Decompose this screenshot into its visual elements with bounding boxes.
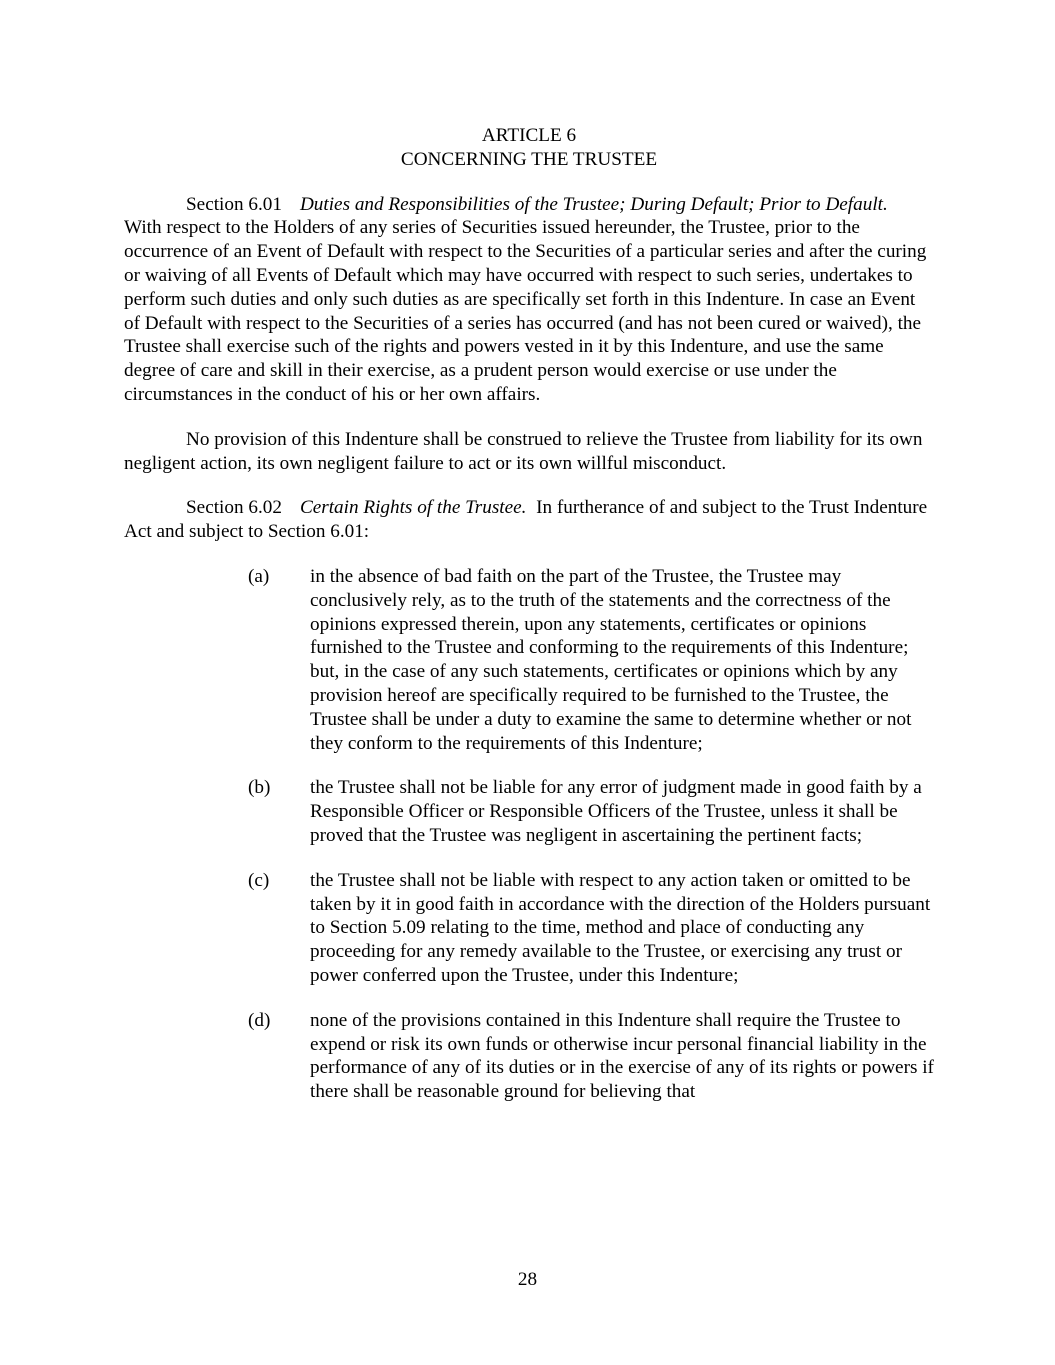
list-item-text: the Trustee shall not be liable for any error of judgment made in good faith by a Responsible Officer or Responsible Officers of the Trustee, unless it shall be proved that the Trustee was negligent in ascertaining the pertinent facts; <box>310 777 922 846</box>
page-number: 28 <box>517 1269 538 1290</box>
list-item-b <box>248 776 934 847</box>
section-6-01-title: Duties and Responsibilities of the Trustee; During Default; Prior to Default. <box>299 193 888 215</box>
document-page <box>124 124 934 1125</box>
section-6-02-title: Certain Rights of the Trustee. <box>299 497 527 519</box>
section-6-02-number: Section 6.02 <box>186 497 282 519</box>
section-6-01-paragraph-2: No provision of this Indenture shall be construed to relieve the Trustee from liability for its own negligent action, its own negligent failure to act or its own willful misconduct. <box>124 428 923 474</box>
list-item-d <box>248 1009 934 1104</box>
list-item-a <box>248 565 934 755</box>
list-item-label: (a) <box>248 565 270 587</box>
list-item-text: the Trustee shall not be liable with respect to any action taken or omitted to be taken by it in good faith in accordance with the direction of the Holders pursuant to Section 5.09 relating to the time, method and place of conducting any proceeding for any remedy available to the Trustee, or exercising any trust or power conferred upon the Trustee, under this Indenture; <box>310 869 931 986</box>
list-item-label: (d) <box>248 1009 271 1031</box>
article-heading <box>124 124 934 172</box>
list-item-c <box>248 869 934 988</box>
list-item-text: in the absence of bad faith on the part of the Trustee, the Trustee may conclusively rely, as to the truth of the statements and the correctness of the opinions expressed therein, upon any statements, certificates or opinions furnished to the Trustee and conforming to the requirements of this Indenture; but, in the case of any such statements, certificates or opinions which by any provision hereof are specifically required to be furnished to the Trustee, the Trustee shall be under a duty to examine the same to determine whether or not they conform to the requirements of this Indenture; <box>310 565 912 754</box>
list-item-label: (b) <box>248 777 271 799</box>
article-title: CONCERNING THE TRUSTEE <box>400 148 658 170</box>
section-6-02-body: In furtherance of and subject to the Trust Indenture Act and subject to Section 6.01: <box>124 497 928 543</box>
article-number: ARTICLE 6 <box>481 125 577 146</box>
section-6-01-number: Section 6.01 <box>186 193 282 215</box>
section-6-02-list <box>248 565 934 1104</box>
section-6-02-paragraph <box>124 496 934 544</box>
section-6-01-paragraph <box>124 193 934 407</box>
list-item-label: (c) <box>248 869 270 891</box>
section-6-01-body: With respect to the Holders of any series of Securities issued hereunder, the Trustee, prior to the occurrence of an Event of Default with respect to the Securities of a particular series and after the curing or waiving of all Events of Default which may have occurred with respect to such series, undertakes to perform such duties and only such duties as are specifically set forth in this Indenture. In case an Event of Default with respect to the Securities of a series has occurred (and has not been cured or waived), the Trustee shall exercise such of the rights and powers vested in it by this Indenture, and use the same degree of care and skill in their exercise, as a prudent person would exercise or use under the circumstances in the conduct of his or her own affairs. <box>124 217 927 405</box>
list-item-text: none of the provisions contained in this Indenture shall require the Trustee to expend or risk its own funds or otherwise incur personal financial liability in the performance of any of its duties or in the exercise of any of its rights or powers if there shall be reasonable ground for believing that <box>310 1009 934 1103</box>
